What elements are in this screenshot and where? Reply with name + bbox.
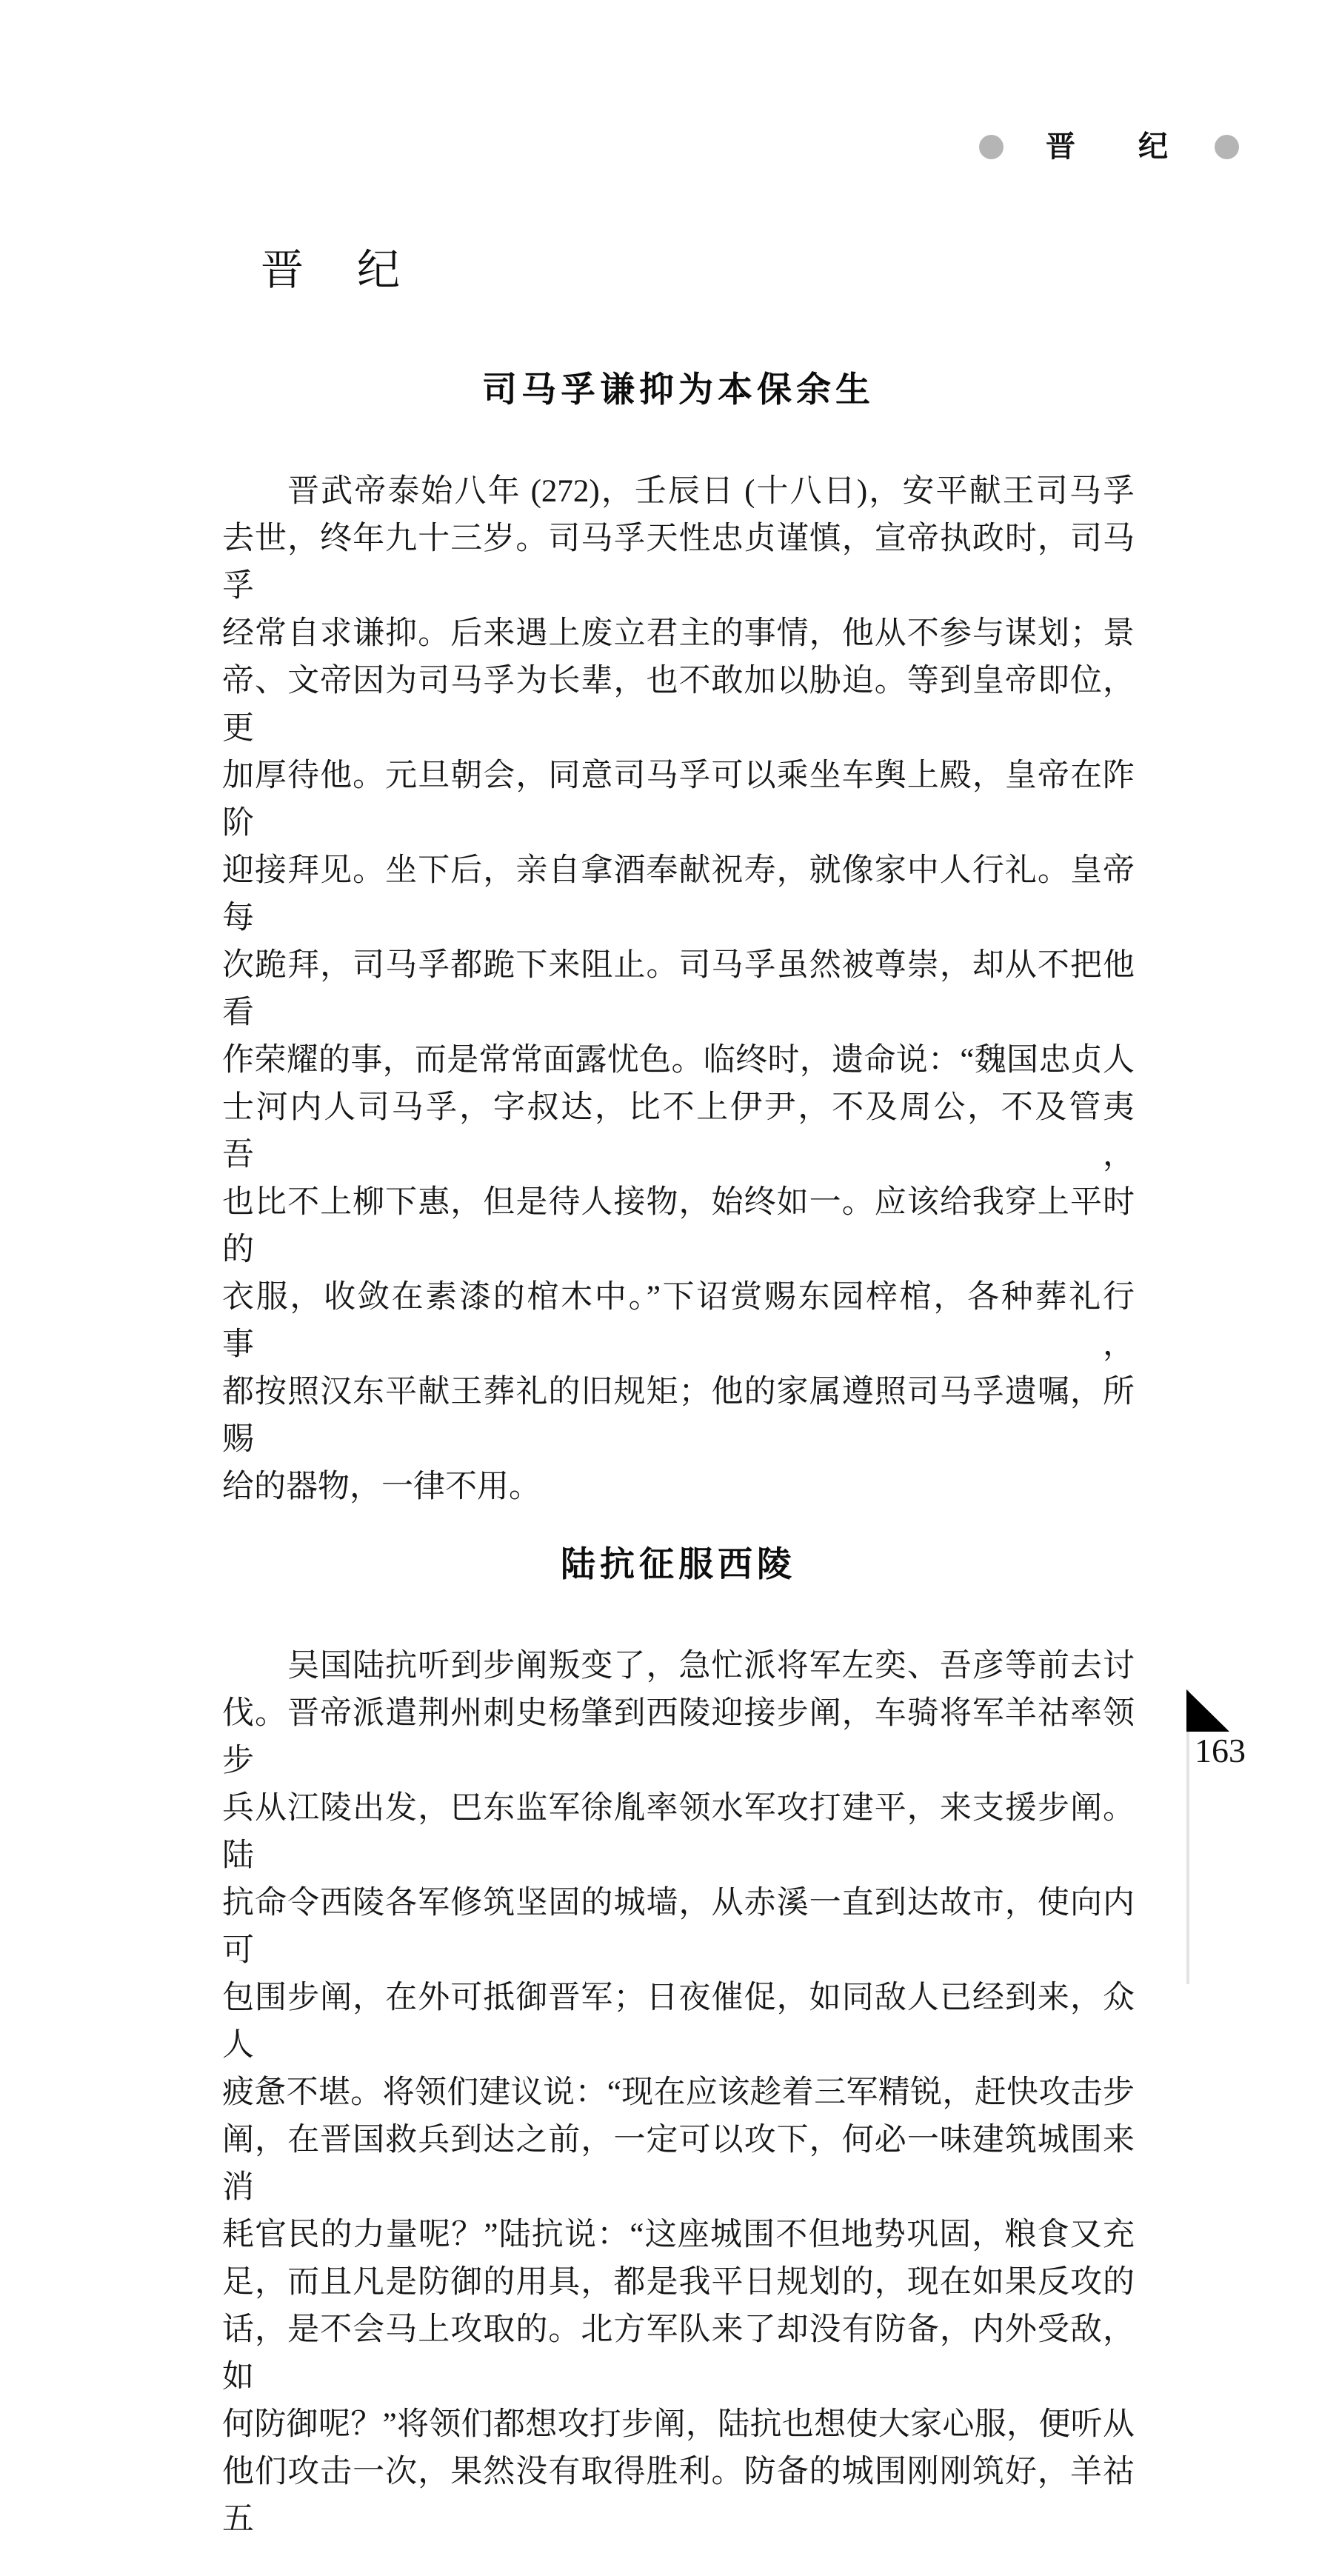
body-line: 伐。晋帝派遣荆州刺史杨肇到西陵迎接步阐，车骑将军羊祜率领步 xyxy=(222,1696,1135,1778)
chapter-title xyxy=(261,244,400,296)
body-line: 去世，终年九十三岁。司马孚天性忠贞谨慎，宣帝执政时，司马孚 xyxy=(222,521,1135,604)
body-line: 足，而且凡是防御的用具，都是我平日规划的，现在如果反攻的 xyxy=(222,2265,1135,2300)
margin-rule xyxy=(1186,1689,1189,1984)
header-dot-right-icon xyxy=(1215,135,1239,159)
body-line: 衣服，收敛在素漆的棺木中。”下诏赏赐东园梓棺，各种葬礼行事， xyxy=(222,1280,1135,1362)
body-line: 作荣耀的事，而是常常面露忧色。临终时，遗命说：“魏国忠贞人 xyxy=(222,1043,1135,1078)
body-line: 都按照汉东平献王葬礼的旧规矩；他的家属遵照司马孚遗嘱，所赐 xyxy=(222,1375,1135,1457)
body-line: 迎接拜见。坐下后，亲自拿酒奉献祝寿，就像家中人行礼。皇帝每 xyxy=(222,853,1135,935)
body-line: 他们攻击一次，果然没有取得胜利。防备的城围刚刚筑好，羊祜五 xyxy=(222,2455,1135,2537)
body-line: 给的器物，一律不用。 xyxy=(222,1469,541,1504)
body-line: 耗官民的力量呢？”陆抗说：“这座城围不但地势巩固，粮食又充 xyxy=(222,2218,1135,2252)
chapter-title-char-1: 晋 xyxy=(261,246,304,294)
header-dot-left-icon xyxy=(979,135,1004,159)
running-header xyxy=(979,130,1239,163)
body-line: 阐，在晋国救兵到达之前，一定可以攻下，何必一味建筑城围来消 xyxy=(222,2123,1135,2205)
body-line: 士河内人司马孚，字叔达，比不上伊尹，不及周公，不及管夷吾， xyxy=(222,1090,1135,1172)
section-heading: 司马孚谦抑为本保余生 xyxy=(482,370,875,409)
body-line: 疲惫不堪。将领们建议说：“现在应该趁着三军精锐，赶快攻击步 xyxy=(222,2075,1135,2110)
body-line: 次跪拜，司马孚都跪下来阻止。司马孚虽然被尊崇，却从不把他看 xyxy=(222,948,1135,1030)
paragraph xyxy=(222,468,1135,1511)
body-line: 包围步阐，在外可抵御晋军；日夜催促，如同敌人已经到来，众人 xyxy=(222,1981,1135,2063)
body-line: 吴国陆抗听到步阐叛变了，急忙派将军左奕、吾彦等前去讨 xyxy=(287,1649,1135,1684)
page-body xyxy=(222,369,1135,2576)
body-line: 经常自求谦抑。后来遇上废立君主的事情，他从不参与谋划；景 xyxy=(222,616,1135,651)
body-line: 话，是不会马上攻取的。北方军队来了却没有防备，内外受敌，如 xyxy=(222,2312,1135,2395)
page-corner-triangle-icon xyxy=(1186,1689,1229,1732)
body-line: 加厚待他。元旦朝会，同意司马孚可以乘坐车舆上殿，皇帝在阼阶 xyxy=(222,758,1135,841)
page-number: 163 xyxy=(1195,1732,1246,1769)
running-header-title-char-2: 纪 xyxy=(1138,130,1168,163)
section-heading: 陆抗征服西陵 xyxy=(561,1544,796,1584)
body-line: 晋武帝泰始八年 (272)，壬辰日 (十八日)，安平献王司马孚 xyxy=(287,474,1135,509)
chapter-title-char-2: 纪 xyxy=(357,246,401,294)
running-header-title-char-1: 晋 xyxy=(1046,130,1075,163)
body-line: 也比不上柳下惠，但是待人接物，始终如一。应该给我穿上平时的 xyxy=(222,1185,1135,1267)
body-line: 何防御呢？”将领们都想攻打步阐，陆抗也想使大家心服，便听从 xyxy=(222,2407,1135,2442)
body-line: 帝、文帝因为司马孚为长辈，也不敢加以胁迫。等到皇帝即位，更 xyxy=(222,664,1135,746)
paragraph xyxy=(222,1643,1135,2543)
body-line: 抗命令西陵各军修筑坚固的城墙，从赤溪一直到达故市，使向内可 xyxy=(222,1886,1135,1968)
body-line: 兵从江陵出发，巴东监军徐胤率领水军攻打建平，来支援步阐。陆 xyxy=(222,1791,1135,1873)
